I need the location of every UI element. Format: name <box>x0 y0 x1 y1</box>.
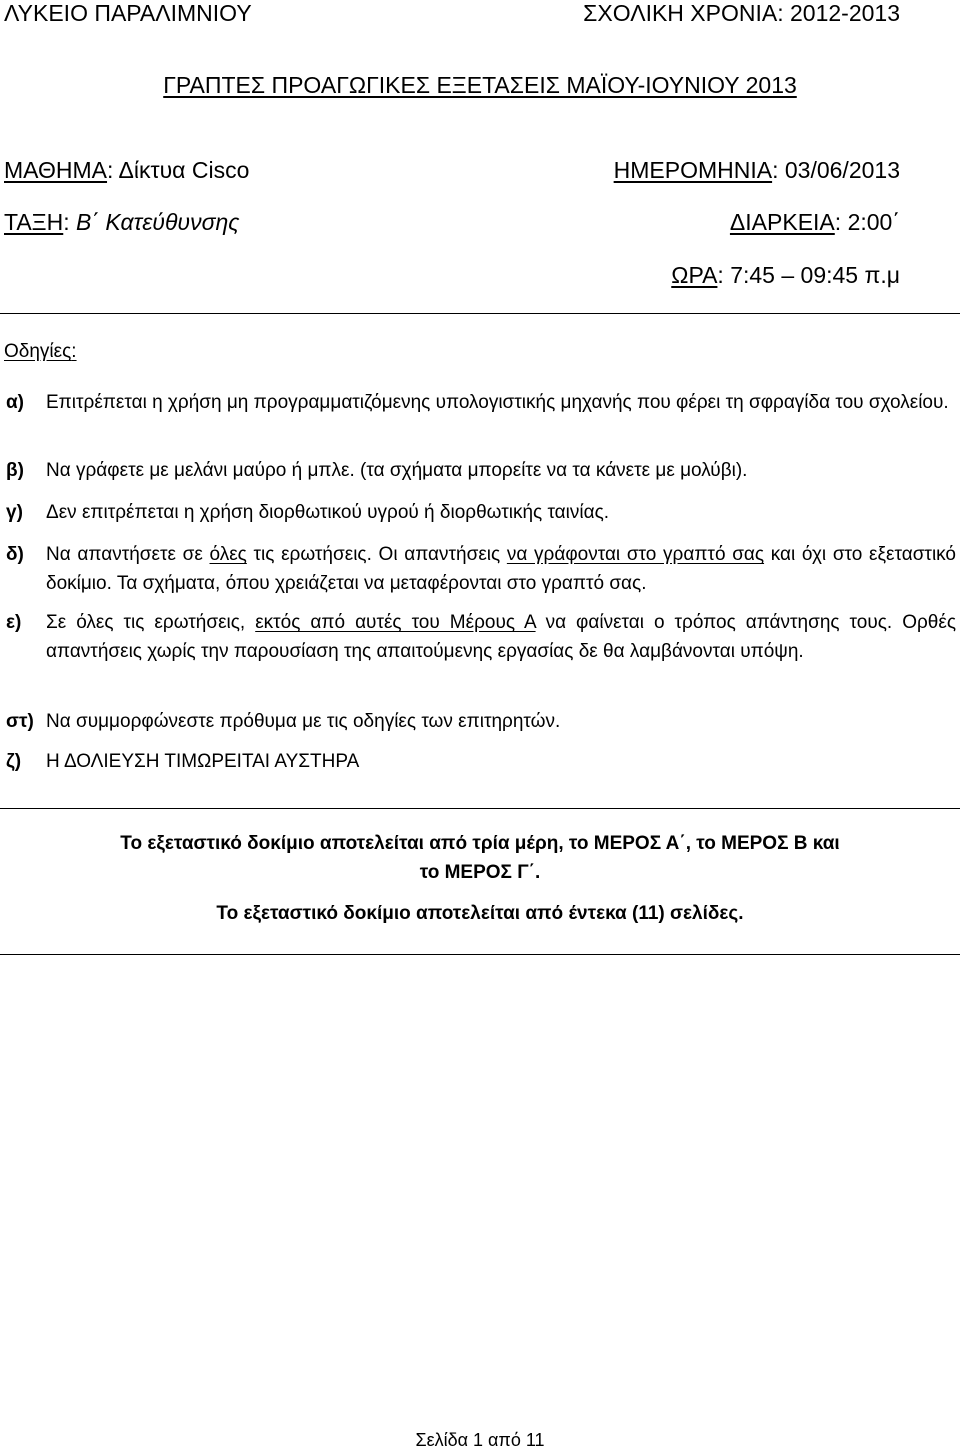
instruction-a <box>0 388 960 446</box>
time-label: ΩΡΑ <box>671 262 718 288</box>
instruction-e-part2: να φαίνεται ο τρόπος απάντησης τους. Ορθές απαντήσεις χωρίς την παρουσίαση της απαιτούμενης εργασίας δε θα λαμβάνονται υπόψη. <box>46 612 956 662</box>
instruction-f-label: στ) <box>6 711 34 732</box>
summary-pages: Το εξεταστικό δοκίμιο αποτελείται από έντεκα (11) σελίδες. <box>216 903 744 924</box>
subject-label: ΜΑΘΗΜΑ <box>4 157 108 183</box>
middle-divider <box>0 808 960 809</box>
duration-line: ΔΙΑΡΚΕΙΑ: 2:00΄ <box>729 209 900 235</box>
instruction-d-part1: Να απαντήσετε σε <box>46 544 210 565</box>
class-label: ΤΑΞΗ <box>4 209 64 235</box>
instruction-d-emph2: να γράφονται στο γραπτό σας <box>506 544 765 565</box>
school-name: ΛΥΚΕΙΟ ΠΑΡΑΛΙΜΝΙΟΥ <box>4 0 252 26</box>
instruction-g-text: Η ΔΟΛΙΕΥΣΗ ΤΙΜΩΡΕΙΤΑΙ ΑΥΣΤΗΡΑ <box>46 751 360 772</box>
school-year-value: 2012-2013 <box>790 0 900 26</box>
date-label: ΗΜΕΡΟΜΗΝΙΑ <box>613 157 773 183</box>
instruction-e-text <box>46 608 956 666</box>
instruction-e <box>0 608 960 695</box>
instructions-title-text: Οδηγίες <box>4 341 72 362</box>
class-value: Β΄ Κατεύθυνσης <box>76 209 240 235</box>
instruction-c-text: Δεν επιτρέπεται η χρήση διορθωτικού υγρού ή διορθωτικής ταινίας. <box>46 502 610 523</box>
time-line: ΩΡΑ: 7:45 – 09:45 π.μ <box>671 262 900 288</box>
instruction-b-label: β) <box>6 460 24 481</box>
page-number: Σελίδα 1 από 11 <box>415 1430 545 1450</box>
duration-value: 2:00΄ <box>847 209 900 235</box>
instruction-d <box>0 540 960 598</box>
instruction-f <box>0 707 960 736</box>
date-line: ΗΜΕΡΟΜΗΝΙΑ: 03/06/2013 <box>613 157 900 183</box>
instruction-f-text: Να συμμορφώνεστε πρόθυμα με τις οδηγίες των επιτηρητών. <box>46 711 561 732</box>
instruction-e-part1: Σε όλες τις ερωτήσεις, <box>46 612 256 633</box>
instruction-e-emph1: εκτός από αυτές του Μέρους Α <box>255 612 536 633</box>
instruction-g-label: ζ) <box>6 751 22 772</box>
class-line: ΤΑΞΗ: Β΄ Κατεύθυνσης <box>4 209 240 235</box>
school-year-label: ΣΧΟΛΙΚΗ ΧΡΟΝΙΑ: <box>583 0 784 26</box>
instruction-c-label: γ) <box>6 502 23 523</box>
bottom-divider <box>0 954 960 955</box>
subject-value: Δίκτυα Cisco <box>118 157 250 183</box>
instruction-a-text: Επιτρέπεται η χρήση μη προγραμματιζόμενης υπολογιστικής μηχανής που φέρει τη σφραγίδα του σχολείου. <box>46 392 949 413</box>
instruction-d-part3: και όχι στο εξεταστικό δοκίμιο. Τα σχήματα, όπου χρειάζεται να μεταφέρονται στο γραπτό σας. <box>46 544 956 594</box>
instruction-d-emph1: όλες <box>209 544 247 565</box>
instruction-g <box>0 747 960 776</box>
instruction-c <box>0 498 960 527</box>
duration-label: ΔΙΑΡΚΕΙΑ <box>729 209 835 235</box>
instruction-d-label: δ) <box>6 544 24 565</box>
instruction-d-text <box>46 540 956 598</box>
school-year <box>583 0 900 27</box>
time-value: 7:45 – 09:45 π.μ <box>730 262 900 288</box>
instruction-b-text: Να γράφετε με μελάνι μαύρο ή μπλε. (τα σχήματα μπορείτε να τα κάνετε με μολύβι). <box>46 460 748 481</box>
summary-parts: Το εξεταστικό δοκίμιο αποτελείται από τρία μέρη, το ΜΕΡΟΣ Α΄, το ΜΕΡΟΣ Β και το ΜΕΡΟΣ Γ΄. <box>120 833 840 883</box>
top-divider <box>0 313 960 314</box>
instruction-a-label: α) <box>6 392 25 413</box>
instruction-d-part2: τις ερωτήσεις. Οι απαντήσεις <box>246 544 507 565</box>
instructions-title: Οδηγίες: <box>4 341 77 362</box>
instruction-b <box>0 456 960 485</box>
date-value: 03/06/2013 <box>784 157 900 183</box>
exam-title: ΓΡΑΠΤΕΣ ΠΡΟΑΓΩΓΙΚΕΣ ΕΞΕΤΑΣΕΙΣ ΜΑΪΟΥ-ΙΟΥΝΙΟΥ 2013 <box>163 72 797 98</box>
subject-line: ΜΑΘΗΜΑ: Δίκτυα Cisco <box>4 157 250 183</box>
instruction-e-label: ε) <box>6 612 22 633</box>
